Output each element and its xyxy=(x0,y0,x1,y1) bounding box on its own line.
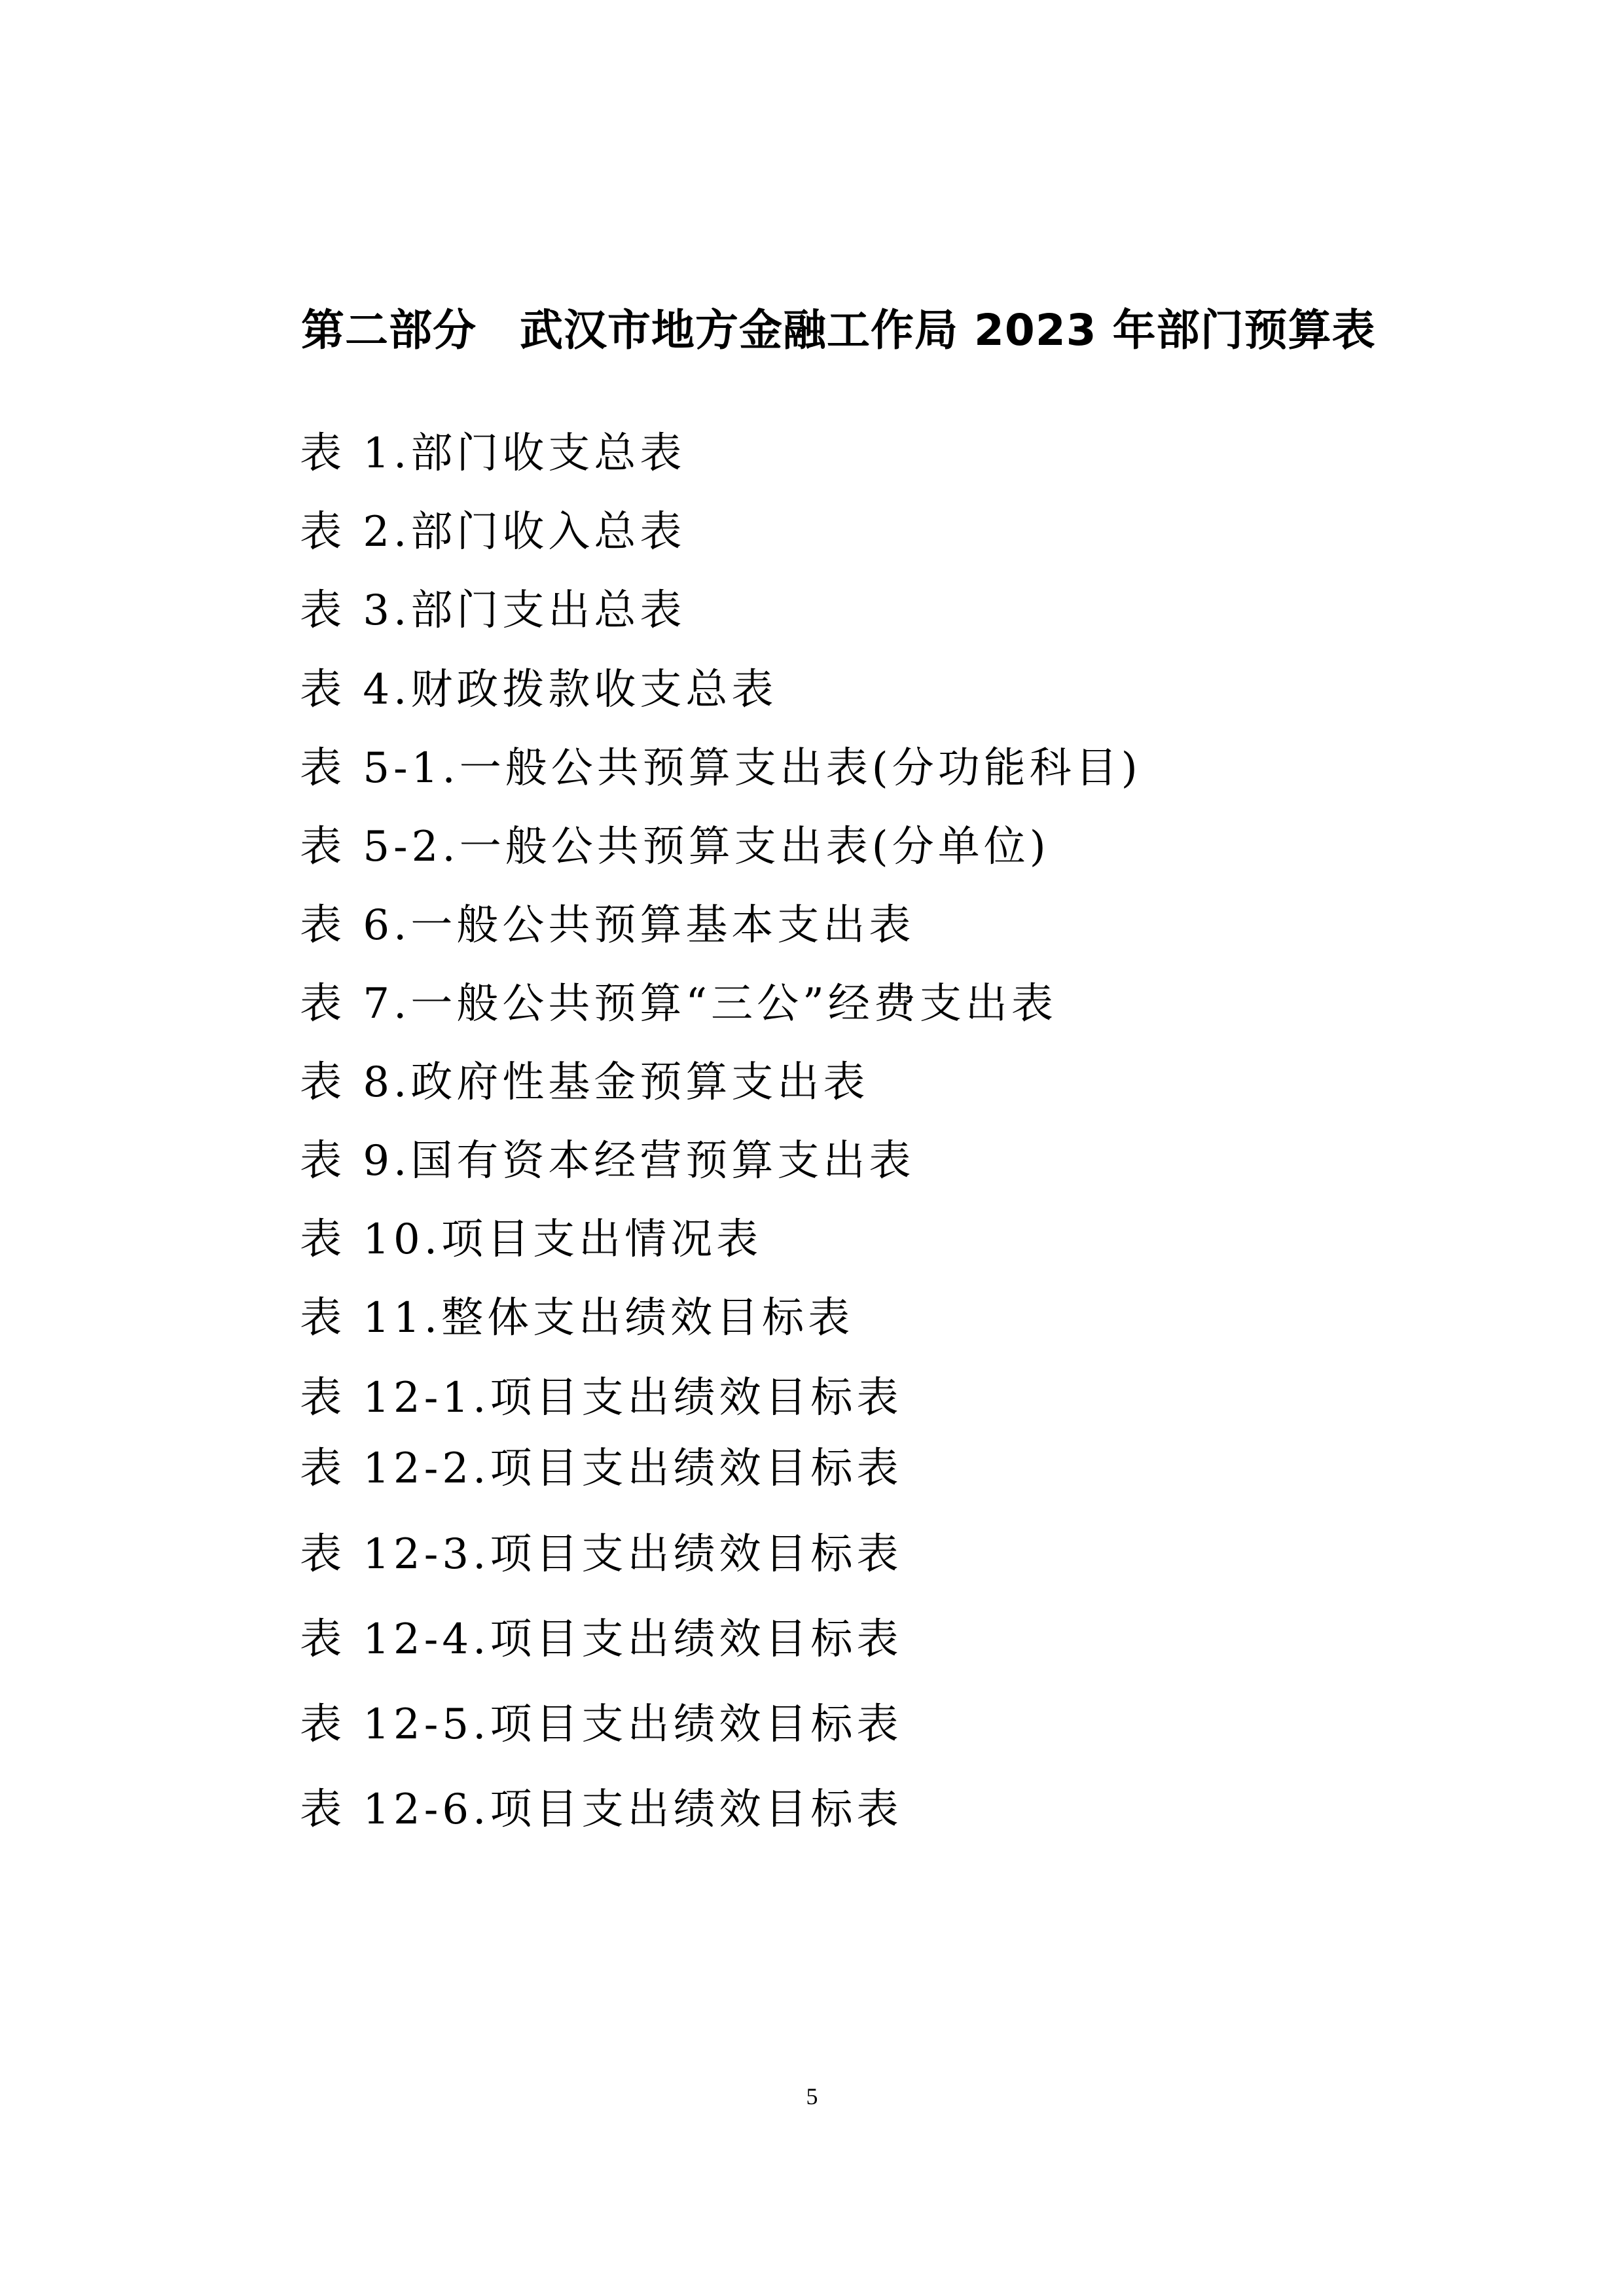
toc-item: 表 3.部门支出总表 xyxy=(300,586,686,635)
toc-item: 表 1.部门收支总表 xyxy=(300,429,686,478)
toc-item: 表 8.政府性基金预算支出表 xyxy=(300,1058,869,1107)
toc-item: 表 12-5.项目支出绩效目标表 xyxy=(300,1700,903,1749)
toc-item: 表 4.财政拨款收支总表 xyxy=(300,666,778,714)
toc-item: 表 10.项目支出情况表 xyxy=(300,1215,763,1264)
page-number: 5 xyxy=(806,2083,818,2109)
toc-item: 表 9.国有资本经营预算支出表 xyxy=(300,1137,915,1185)
toc-item: 表 12-1.项目支出绩效目标表 xyxy=(300,1374,903,1422)
section-part-label: 第二部分 xyxy=(301,305,477,355)
toc-item: 表 7.一般公共预算“三公”经费支出表 xyxy=(300,980,1057,1028)
section-title-text: 武汉市地方金融工作局 2023 年部门预算表 xyxy=(520,305,1376,355)
toc-item: 表 2.部门收入总表 xyxy=(300,508,686,556)
section-title xyxy=(301,298,1376,363)
toc-item: 表 12-2.项目支出绩效目标表 xyxy=(300,1444,903,1493)
toc-item: 表 5-2.一般公共预算支出表(分单位) xyxy=(300,823,1050,871)
toc-item: 表 6.一般公共预算基本支出表 xyxy=(300,901,915,950)
toc-item: 表 12-6.项目支出绩效目标表 xyxy=(300,1785,903,1834)
toc-item: 表 11.整体支出绩效目标表 xyxy=(300,1294,854,1342)
toc-item: 表 12-4.项目支出绩效目标表 xyxy=(300,1615,903,1664)
toc-item: 表 5-1.一般公共预算支出表(分功能科目) xyxy=(300,744,1142,793)
toc-item: 表 12-3.项目支出绩效目标表 xyxy=(300,1530,903,1579)
